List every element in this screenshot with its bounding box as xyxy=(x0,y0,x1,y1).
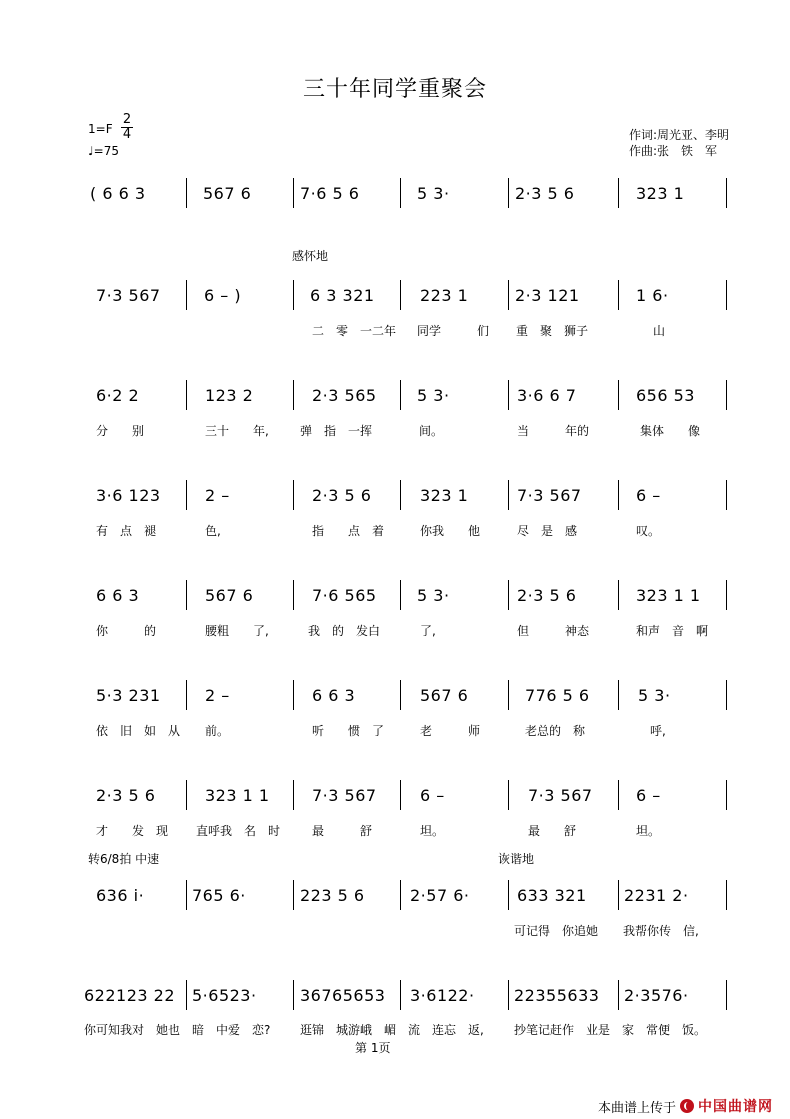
measure: 633 321 xyxy=(517,886,587,905)
barline xyxy=(400,680,401,710)
measure: 1 6· xyxy=(636,286,669,305)
barline xyxy=(293,580,294,610)
measure: 223 5 6 xyxy=(300,886,365,905)
lyric-row-8 xyxy=(0,922,790,938)
barline xyxy=(726,280,727,310)
composer-credit: 作曲:张 铁 军 xyxy=(629,144,718,158)
lyric: 但 神态 xyxy=(517,624,590,638)
measure: 6·2 2 xyxy=(96,386,140,405)
barline xyxy=(726,980,727,1010)
site-watermark xyxy=(598,1096,773,1116)
barline xyxy=(186,780,187,810)
barline xyxy=(400,280,401,310)
measure: 2231 2· xyxy=(624,886,689,905)
measure: 6 – xyxy=(636,786,661,805)
lyric: 指 点 着 xyxy=(312,524,385,538)
expression-gan-huai: 感怀地 xyxy=(292,249,329,263)
lyric: 当 年的 xyxy=(517,424,590,438)
lyric: 抄笔记赶作 业是 家 常便 饭。 xyxy=(514,1023,707,1037)
time-signature-top: 2 xyxy=(122,112,132,127)
lyric: 我帮你传 信, xyxy=(623,924,699,938)
score-row-9 xyxy=(0,986,790,1010)
measure: 567 6 xyxy=(205,586,254,605)
barline xyxy=(618,680,619,710)
lyric: 弹 指 一挥 xyxy=(300,424,373,438)
measure: 3·6 6 7 xyxy=(517,386,577,405)
measure: ( 6 6 3 xyxy=(90,184,146,203)
measure: 2·57 6· xyxy=(410,886,470,905)
score-row-4 xyxy=(0,486,790,510)
lyric: 同学 们 xyxy=(417,324,490,338)
lyric: 可记得 你追她 xyxy=(514,924,599,938)
expression-hui-xie: 诙谐地 xyxy=(498,852,535,866)
barline xyxy=(618,780,619,810)
time-signature-bottom: 4 xyxy=(122,127,132,142)
barline xyxy=(726,380,727,410)
site-logo-icon xyxy=(680,1099,694,1113)
lyric: 呼, xyxy=(650,724,666,738)
lyric: 坦。 xyxy=(636,824,661,838)
barline xyxy=(186,580,187,610)
measure: 2·3 5 6 xyxy=(96,786,156,805)
measure: 567 6 xyxy=(203,184,252,203)
measure: 323 1 1 xyxy=(636,586,701,605)
lyric: 你 的 xyxy=(96,624,157,638)
song-title: 三十年同学重聚会 xyxy=(302,77,487,102)
lyric-row-7 xyxy=(0,822,790,838)
time-signature xyxy=(121,113,133,142)
barline xyxy=(508,980,509,1010)
measure: 567 6 xyxy=(420,686,469,705)
lyric: 三十 年, xyxy=(205,424,269,438)
measure: 323 1 xyxy=(636,184,685,203)
lyric-row-4 xyxy=(0,522,790,538)
barline xyxy=(186,480,187,510)
barline xyxy=(400,380,401,410)
score-row-8 xyxy=(0,886,790,910)
lyric: 坦。 xyxy=(420,824,445,838)
barline xyxy=(400,780,401,810)
lyric: 最 舒 xyxy=(312,824,373,838)
lyric: 腰粗 了, xyxy=(205,624,269,638)
barline xyxy=(618,480,619,510)
measure: 323 1 xyxy=(420,486,469,505)
barline xyxy=(293,980,294,1010)
measure: 223 1 xyxy=(420,286,469,305)
barline xyxy=(186,880,187,910)
lyric: 直呼我 名 时 xyxy=(196,824,281,838)
page-number: 第 1页 xyxy=(355,1041,391,1055)
lyric: 间。 xyxy=(419,424,444,438)
measure: 5·6523· xyxy=(192,986,257,1005)
barline xyxy=(618,178,619,208)
lyric: 分 别 xyxy=(96,424,145,438)
measure: 622123 22 xyxy=(84,986,176,1005)
barline xyxy=(400,580,401,610)
score-row-7 xyxy=(0,786,790,810)
lyric: 逛锦 城游峨 嵋 流 连忘 返, xyxy=(300,1023,484,1037)
lyric: 集体 像 xyxy=(640,424,701,438)
measure: 5·3 231 xyxy=(96,686,161,705)
barline xyxy=(186,178,187,208)
barline xyxy=(508,580,509,610)
barline xyxy=(508,780,509,810)
measure: 5 3· xyxy=(417,184,450,203)
barline xyxy=(293,178,294,208)
barline xyxy=(726,480,727,510)
measure: 2·3 5 6 xyxy=(517,586,577,605)
lyric-row-2 xyxy=(0,322,790,338)
lyric-row-6 xyxy=(0,722,790,738)
barline xyxy=(508,280,509,310)
barline xyxy=(508,880,509,910)
credits xyxy=(629,127,729,159)
measure: 36765653 xyxy=(300,986,386,1005)
barline xyxy=(726,680,727,710)
barline xyxy=(186,980,187,1010)
measure: 7·3 567 xyxy=(517,486,582,505)
lyric: 尽 是 感 xyxy=(517,524,578,538)
lyric: 依 旧 如 从 xyxy=(96,724,181,738)
lyric-row-3 xyxy=(0,422,790,438)
expression-zhuan: 转6/8拍 中速 xyxy=(88,852,160,866)
measure: 6 6 3 xyxy=(312,686,356,705)
measure: 2·3 565 xyxy=(312,386,377,405)
quarter-note-icon: ♩ xyxy=(88,144,94,158)
barline xyxy=(618,580,619,610)
barline xyxy=(186,680,187,710)
measure: 2·3576· xyxy=(624,986,689,1005)
measure: 2·3 121 xyxy=(515,286,580,305)
measure: 2 – xyxy=(205,486,230,505)
measure: 6 6 3 xyxy=(96,586,140,605)
measure: 7·6 5 6 xyxy=(300,184,360,203)
measure: 123 2 xyxy=(205,386,254,405)
score-row-6 xyxy=(0,686,790,710)
barline xyxy=(293,280,294,310)
lyric-row-5 xyxy=(0,622,790,638)
lyric: 了, xyxy=(420,624,436,638)
barline xyxy=(293,780,294,810)
lyric: 和声 音 啊 xyxy=(636,624,709,638)
barline xyxy=(293,380,294,410)
barline xyxy=(508,480,509,510)
key-signature: 1=F xyxy=(88,122,113,136)
lyric: 才 发 现 xyxy=(96,824,169,838)
measure: 3·6 123 xyxy=(96,486,161,505)
measure: 6 – ) xyxy=(204,286,242,305)
barline xyxy=(508,178,509,208)
barline xyxy=(618,280,619,310)
lyric: 山 xyxy=(653,324,666,338)
lyric: 听 惯 了 xyxy=(312,724,385,738)
barline xyxy=(726,780,727,810)
measure: 2·3 5 6 xyxy=(312,486,372,505)
measure: 6 3 321 xyxy=(310,286,375,305)
measure: 6 – xyxy=(420,786,445,805)
barline xyxy=(186,380,187,410)
barline xyxy=(508,680,509,710)
lyric: 叹。 xyxy=(636,524,661,538)
lyric: 老 师 xyxy=(420,724,481,738)
lyric-row-9 xyxy=(0,1021,790,1037)
measure: 656 53 xyxy=(636,386,695,405)
barline xyxy=(726,880,727,910)
measure: 5 3· xyxy=(638,686,671,705)
measure: 5 3· xyxy=(417,586,450,605)
measure: 3·6122· xyxy=(410,986,475,1005)
score-row-3 xyxy=(0,386,790,410)
measure: 636 i· xyxy=(96,886,145,905)
barline xyxy=(618,380,619,410)
score-row-5 xyxy=(0,586,790,610)
measure: 2 – xyxy=(205,686,230,705)
lyric: 二 零 一二年 xyxy=(312,324,397,338)
lyric: 你可知我对 她也 暗 中爱 恋? xyxy=(84,1023,271,1037)
measure: 7·3 567 xyxy=(312,786,377,805)
measure: 6 – xyxy=(636,486,661,505)
measure: 7·6 565 xyxy=(312,586,377,605)
lyric: 你我 他 xyxy=(420,524,481,538)
upload-note: 本曲谱上传于 xyxy=(598,1100,677,1116)
barline xyxy=(726,580,727,610)
lyricist-credit: 作词:周光亚、李明 xyxy=(629,128,730,142)
barline xyxy=(618,880,619,910)
barline xyxy=(726,178,727,208)
measure: 765 6· xyxy=(192,886,246,905)
site-brand: 中国曲谱网 xyxy=(698,1099,774,1115)
lyric: 重 聚 狮子 xyxy=(516,324,589,338)
score-row-2 xyxy=(0,286,790,310)
tempo-value: =75 xyxy=(93,144,119,158)
lyric: 我 的 发白 xyxy=(308,624,381,638)
measure: 5 3· xyxy=(417,386,450,405)
lyric: 老总的 称 xyxy=(525,724,586,738)
lyric: 色, xyxy=(205,524,221,538)
measure: 2·3 5 6 xyxy=(515,184,575,203)
measure: 7·3 567 xyxy=(528,786,593,805)
measure: 7·3 567 xyxy=(96,286,161,305)
barline xyxy=(400,178,401,208)
barline xyxy=(293,880,294,910)
measure: 323 1 1 xyxy=(205,786,270,805)
barline xyxy=(400,480,401,510)
lyric: 最 舒 xyxy=(528,824,577,838)
measure: 22355633 xyxy=(514,986,600,1005)
score-row-1 xyxy=(0,184,790,208)
barline xyxy=(293,680,294,710)
lyric: 有 点 褪 xyxy=(96,524,157,538)
measure: 776 5 6 xyxy=(525,686,590,705)
tempo-marking xyxy=(88,144,119,158)
barline xyxy=(400,980,401,1010)
barline xyxy=(618,980,619,1010)
barline xyxy=(508,380,509,410)
barline xyxy=(400,880,401,910)
barline xyxy=(186,280,187,310)
barline xyxy=(293,480,294,510)
lyric: 前。 xyxy=(205,724,230,738)
